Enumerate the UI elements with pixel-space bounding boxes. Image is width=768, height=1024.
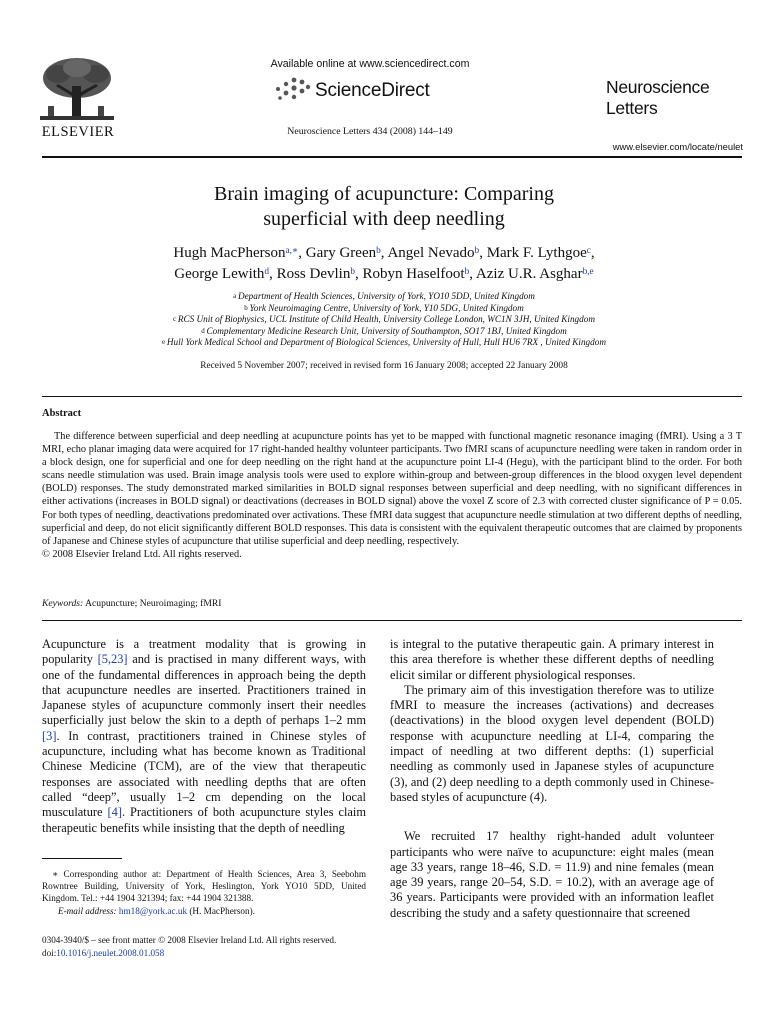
author-name: Robyn Haselfoot [362, 266, 465, 282]
footnote-email-line [58, 905, 366, 917]
affiliations [0, 291, 768, 349]
intro-text-c: . In contrast, practitioners trained in Chinese styles of acupuncture, including what has become known as Traditional Chinese Medicine (TCM), are of the view that therapeutic responses are associated with needling depths that are often called “deep”, usually 1–2 cm depending on the local musculature [42, 728, 366, 820]
abstract-body [42, 430, 742, 561]
abstract-text: The difference between superficial and deep needling at acupuncture points has yet to be mapped with functional magnetic resonance imaging (fMRI). Using a 3 T MRI, echo planar imaging data were acquired for 17 right-handed healthy volunteer participants. Two fMRI scans of acupuncture needling were taken in random order in a block design, one for superficial and one for deep needling on the right hand at the acupuncture point LI-4 (Hegu), with the participant blind to the order. For both scans needle stimulation was used. Brain image analysis tools were used to explore within-group and between-group differences in the blood oxygen level dependent (BOLD) responses. The study demonstrated marked similarities in BOLD signal responses between superficial and deep needling, with no significant differences in either activations (increases in BOLD signal) or deactivations (decreases in BOLD signal) above the voxel Z score of 2.3 with corrected cluster significance of P = 0.05. For both types of needling, deactivations predominated over activations. These fMRI data suggest that acupuncture needle stimulation at two different depths of needling, superficial and deep, do not elicit significantly different BOLD responses. This data is consistent with the equivalent therapeutic outcomes that are claimed by proponents of Japanese and Chinese styles of acupuncture that utilise superficial and deep needling, respectively. [42, 431, 742, 547]
sciencedirect-wordmark: ScienceDirect [315, 80, 430, 101]
author-line-1 [0, 243, 768, 264]
author-affiliation-mark[interactable]: b [350, 267, 355, 277]
front-matter-line: 0304-3940/$ – see front matter © 2008 Elsevier Ireland Ltd. All rights reserved. [42, 935, 337, 945]
author-name: Ross Devlin [276, 266, 351, 282]
author-name: Hugh MacPherson [173, 245, 286, 261]
footnote-marker: ∗ [52, 869, 59, 879]
author-separator: , [355, 266, 363, 282]
right-paragraph-2: The primary aim of this investigation therefore was to utilize fMRI to measure the increases (activations) and decreases (deactivations) in the blood oxygen level dependent (BOLD) response with acupuncture needling at LI-4, comparing the impact of needling at two different depths: (1) superficial needling as commonly used in Japanese styles of acupuncture (3), and (2) deep needling to a depth commonly used in Chinese-based styles of acupuncture (4). [390, 682, 714, 804]
author-name: Mark F. Lythgoe [486, 245, 587, 261]
ref-link-3[interactable]: [4] [107, 805, 122, 820]
author-separator: , [298, 245, 306, 261]
ref-link-1[interactable]: [5,23] [97, 652, 128, 667]
body-right-column [390, 637, 714, 921]
footnote-rule [42, 858, 122, 859]
abstract-heading: Abstract [42, 408, 82, 419]
email-owner: (H. MacPherson). [189, 905, 255, 916]
keywords [42, 598, 222, 609]
sciencedirect-logo [272, 76, 472, 106]
doi-link[interactable]: 10.1016/j.neulet.2008.01.058 [56, 947, 165, 958]
author-name: Gary Green [305, 245, 377, 261]
doi-label: doi: [42, 947, 57, 958]
affiliation-line [0, 326, 768, 338]
title-line-1: Brain imaging of acupuncture: Comparing [214, 183, 554, 205]
affiliation-mark: a [233, 292, 238, 300]
author-separator: , [469, 266, 476, 282]
header-rule [42, 156, 742, 158]
right-paragraph-3: We recruited 17 healthy right-handed adult volunteer participants who were naïve to acupuncture: eight males (mean age 33 years, range 18–46, S.D. = 11.9) and nine females (mean age 39 years, range 20–54, S.D. = 10.2), with an average age of 36 years. Participants were provided with an information leaflet describing the study and a safety questionnaire that screened [390, 829, 714, 920]
front-matter-footer [42, 934, 336, 959]
author-affiliation-mark[interactable]: d [264, 267, 270, 277]
available-online-text: Available online at www.sciencedirect.com [270, 58, 470, 70]
affiliation-line [0, 337, 768, 349]
journal-name-line1: Neuroscience [606, 77, 710, 97]
publisher-name: ELSEVIER [41, 124, 115, 140]
elsevier-tree-icon [38, 56, 116, 130]
author-affiliation-mark[interactable]: a,∗ [285, 246, 299, 256]
affiliation-mark: c [173, 315, 178, 324]
affiliation-line [0, 314, 768, 326]
intro-paragraph [42, 637, 366, 836]
email-label: E-mail address: [58, 905, 117, 916]
author-separator: , [380, 245, 388, 261]
author-affiliation-mark[interactable]: b [376, 246, 381, 256]
journal-url[interactable]: www.elsevier.com/locate/neulet [612, 141, 743, 152]
author-name: Aziz U.R. Asghar [475, 266, 583, 282]
affiliation-line [0, 291, 768, 303]
title-line-2: superficial with deep needling [263, 208, 505, 230]
sciencedirect-dots-icon [272, 76, 312, 104]
keywords-label: Keywords: [42, 598, 84, 609]
abstract-bottom-rule [42, 620, 742, 621]
email-link[interactable]: hm18@york.ac.uk [118, 905, 188, 916]
body-left-column [42, 637, 366, 836]
affiliation-mark: d [201, 326, 207, 335]
author-affiliation-mark[interactable]: c [586, 246, 591, 256]
author-name: Angel Nevado [387, 245, 475, 261]
author-affiliation-mark[interactable]: b,e [582, 267, 594, 277]
affiliation-text: Department of Health Sciences, University of York, YO10 5DD, United Kingdom [237, 291, 535, 301]
affiliation-text: RCS Unit of Biophysics, UCL Institute of Child Health, University College London, WC1N 3JH, United Kingdom [177, 314, 595, 325]
author-affiliation-mark[interactable]: b [474, 246, 480, 256]
affiliation-line [0, 303, 768, 315]
received-dates: Received 5 November 2007; received in revised form 16 January 2008; accepted 22 January 2008 [200, 361, 568, 371]
author-separator: , [590, 245, 595, 261]
author-affiliation-mark[interactable]: b [464, 267, 470, 277]
journal-citation: Neuroscience Letters 434 (2008) 144–149 [287, 126, 453, 137]
elsevier-logo [38, 56, 116, 130]
right-paragraph-1: is integral to the putative therapeutic gain. A primary interest in this area therefore is whether these different depths of needling elicit similar or different physiological responses. [390, 637, 714, 682]
intro-text-b: and is practised in many different ways, with one of the fundamental differences in approach being the depth that acupuncture needles are inserted. Practitioners trained in Japanese styles of acupuncture commonly insert their needles superficially just below the skin to a depth of perhaps 1–2 mm [42, 652, 366, 728]
footnote [42, 868, 366, 917]
affiliation-mark: b [244, 303, 250, 312]
intro-text-d: . Practitioners of both acupuncture styles claim therapeutic benefits while insisting that the depth of needling [42, 805, 367, 835]
abstract-top-rule [42, 396, 742, 397]
affiliation-text: Hull York Medical School and Department of Biological Sciences, University of Hull, Hull HU6 7RX , United Kingdom [166, 337, 606, 348]
intro-text-a: Acupuncture is a treatment modality that is growing in popularity [42, 637, 366, 667]
journal-name-line2: Letters [606, 98, 658, 118]
author-separator: , [479, 245, 487, 261]
affiliation-text: York Neuroimaging Centre, University of York, Y10 5DG, United Kingdom [249, 302, 524, 313]
author-list [0, 243, 768, 285]
affiliation-mark: e [162, 338, 167, 347]
affiliation-text: Complementary Medicine Research Unit, University of Southampton, SO17 1BJ, United Kingdom [206, 325, 567, 336]
ref-link-2[interactable]: [3] [42, 728, 57, 743]
author-separator: , [269, 266, 277, 282]
journal-name [606, 77, 709, 119]
keywords-values: Acupuncture; Neuroimaging; fMRI [85, 598, 222, 609]
author-name: George Lewith [174, 266, 265, 282]
article-title [0, 182, 768, 232]
abstract-copyright: © 2008 Elsevier Ireland Ltd. All rights reserved. [42, 548, 242, 560]
doi-line [42, 947, 336, 960]
author-line-2 [0, 264, 768, 285]
footnote-text: Corresponding author at: Department of Health Sciences, Area 3, Seebohm Rowntree Building, University of York, Heslington, York YO10 5DD, United Kingdom. Tel.: +44 1904 321394; fax: +44 1904 321388. [42, 869, 367, 904]
